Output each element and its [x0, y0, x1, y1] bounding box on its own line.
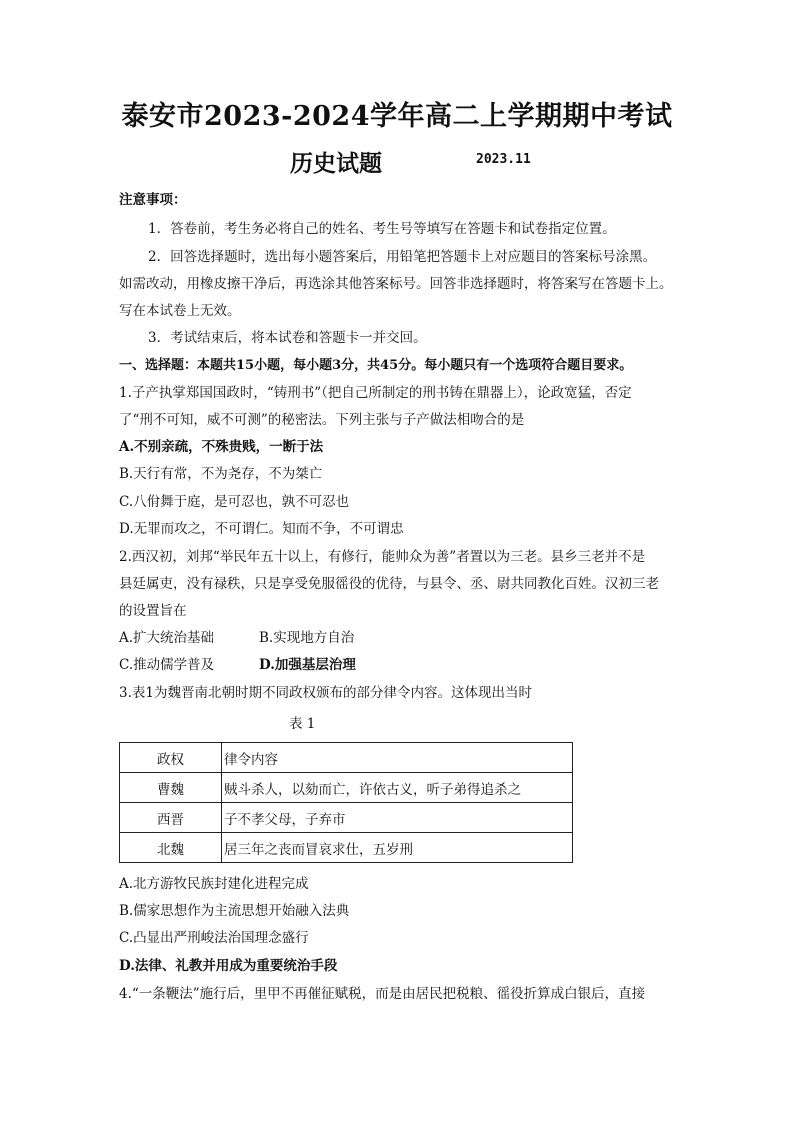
q1-option-c: C.八佾舞于庭，是可忍也，孰不可忍也 [119, 494, 350, 510]
q2-stem-line: 2.西汉初，刘邦“举民年五十以上，有修行，能帅众为善”者置以为三老。县乡三老并不是 [119, 549, 646, 565]
table-cell: 曹魏 [120, 773, 222, 803]
table-caption: 表 1 [289, 716, 316, 732]
table-cell: 北魏 [120, 833, 222, 863]
q2-stem-line: 县廷属吏，没有禄秩，只是享受免服徭役的优待，与县令、丞、尉共同教化百姓。汉初三老 [119, 576, 659, 592]
section-heading: 一、选择题：本题共15小题，每小题3分，共45分。每小题只有一个选项符合题目要求。 [119, 358, 633, 373]
table-row [120, 833, 573, 863]
q1-option-a: A.不别亲疏，不殊贵贱，一断于法 [119, 439, 324, 455]
q1-stem-line: 1.子产执掌郑国国政时，“铸刑书”（把自己所制定的刑书铸在鼎器上），论政宽猛，否定 [119, 385, 632, 401]
exam-title: 泰安市2023-2024学年高二上学期期中考试 [121, 101, 673, 132]
q3-option-c: C.凸显出严刑峻法治国理念盛行 [119, 930, 309, 946]
table-header-row [120, 743, 573, 773]
q3-stem: 3.表1为魏晋南北朝时期不同政权颁布的部分律令内容。这体现出当时 [119, 685, 532, 701]
exam-subtitle: 历史试题 [290, 150, 382, 177]
notice-item: 1．答卷前，考生务必将自己的姓名、考生号等填写在答题卡和试卷指定位置。 [148, 221, 616, 237]
notice-item: 3．考试结束后，将本试卷和答题卡一并交回。 [148, 330, 427, 346]
exam-date: 2023.11 [476, 152, 531, 167]
table-cell: 子不孝父母，子弃市 [222, 803, 573, 833]
q1-stem-line: 了“刑不可知，威不可测”的秘密法。下列主张与子产做法相吻合的是 [119, 412, 525, 428]
q2-option-c: C.推动儒学普及 [119, 657, 215, 673]
statute-table [119, 742, 573, 863]
q3-option-a: A.北方游牧民族封建化进程完成 [119, 876, 309, 892]
q3-option-b: B.儒家思想作为主流思想开始融入法典 [119, 903, 350, 919]
notice-item: 如需改动，用橡皮擦干净后，再选涂其他答案标号。回答非选择题时，将答案写在答题卡上。 [119, 276, 673, 292]
q3-option-d: D.法律、礼教并用成为重要统治手段 [119, 958, 338, 974]
q1-option-b: B.天行有常，不为尧存，不为桀亡 [119, 466, 323, 482]
table-row [120, 803, 573, 833]
q2-option-d: D.加强基层治理 [259, 657, 356, 673]
table-header-cell: 律令内容 [222, 743, 573, 773]
notice-item: 写在本试卷上无效。 [119, 303, 241, 319]
q2-option-a: A.扩大统治基础 [119, 630, 215, 646]
q4-stem-line: 4.“一条鞭法”施行后，里甲不再催征赋税，而是由居民把税粮、徭役折算成白银后，直接 [119, 986, 646, 1002]
q2-option-b: B.实现地方自治 [259, 630, 355, 646]
table-row [120, 773, 573, 803]
q1-option-d: D.无罪而攻之，不可谓仁。知而不争，不可谓忠 [119, 521, 404, 537]
table-cell: 居三年之丧而冒哀求仕，五岁刑 [222, 833, 573, 863]
notice-item: 2．回答选择题时，选出每小题答案后，用铅笔把答题卡上对应题目的答案标号涂黑。 [148, 249, 657, 265]
notice-heading: 注意事项： [119, 192, 187, 208]
table-cell: 西晋 [120, 803, 222, 833]
table-cell: 贼斗杀人，以劾而亡，许依古义，听子弟得追杀之 [222, 773, 573, 803]
q2-stem-line: 的设置旨在 [119, 603, 187, 619]
table-header-cell: 政权 [120, 743, 222, 773]
